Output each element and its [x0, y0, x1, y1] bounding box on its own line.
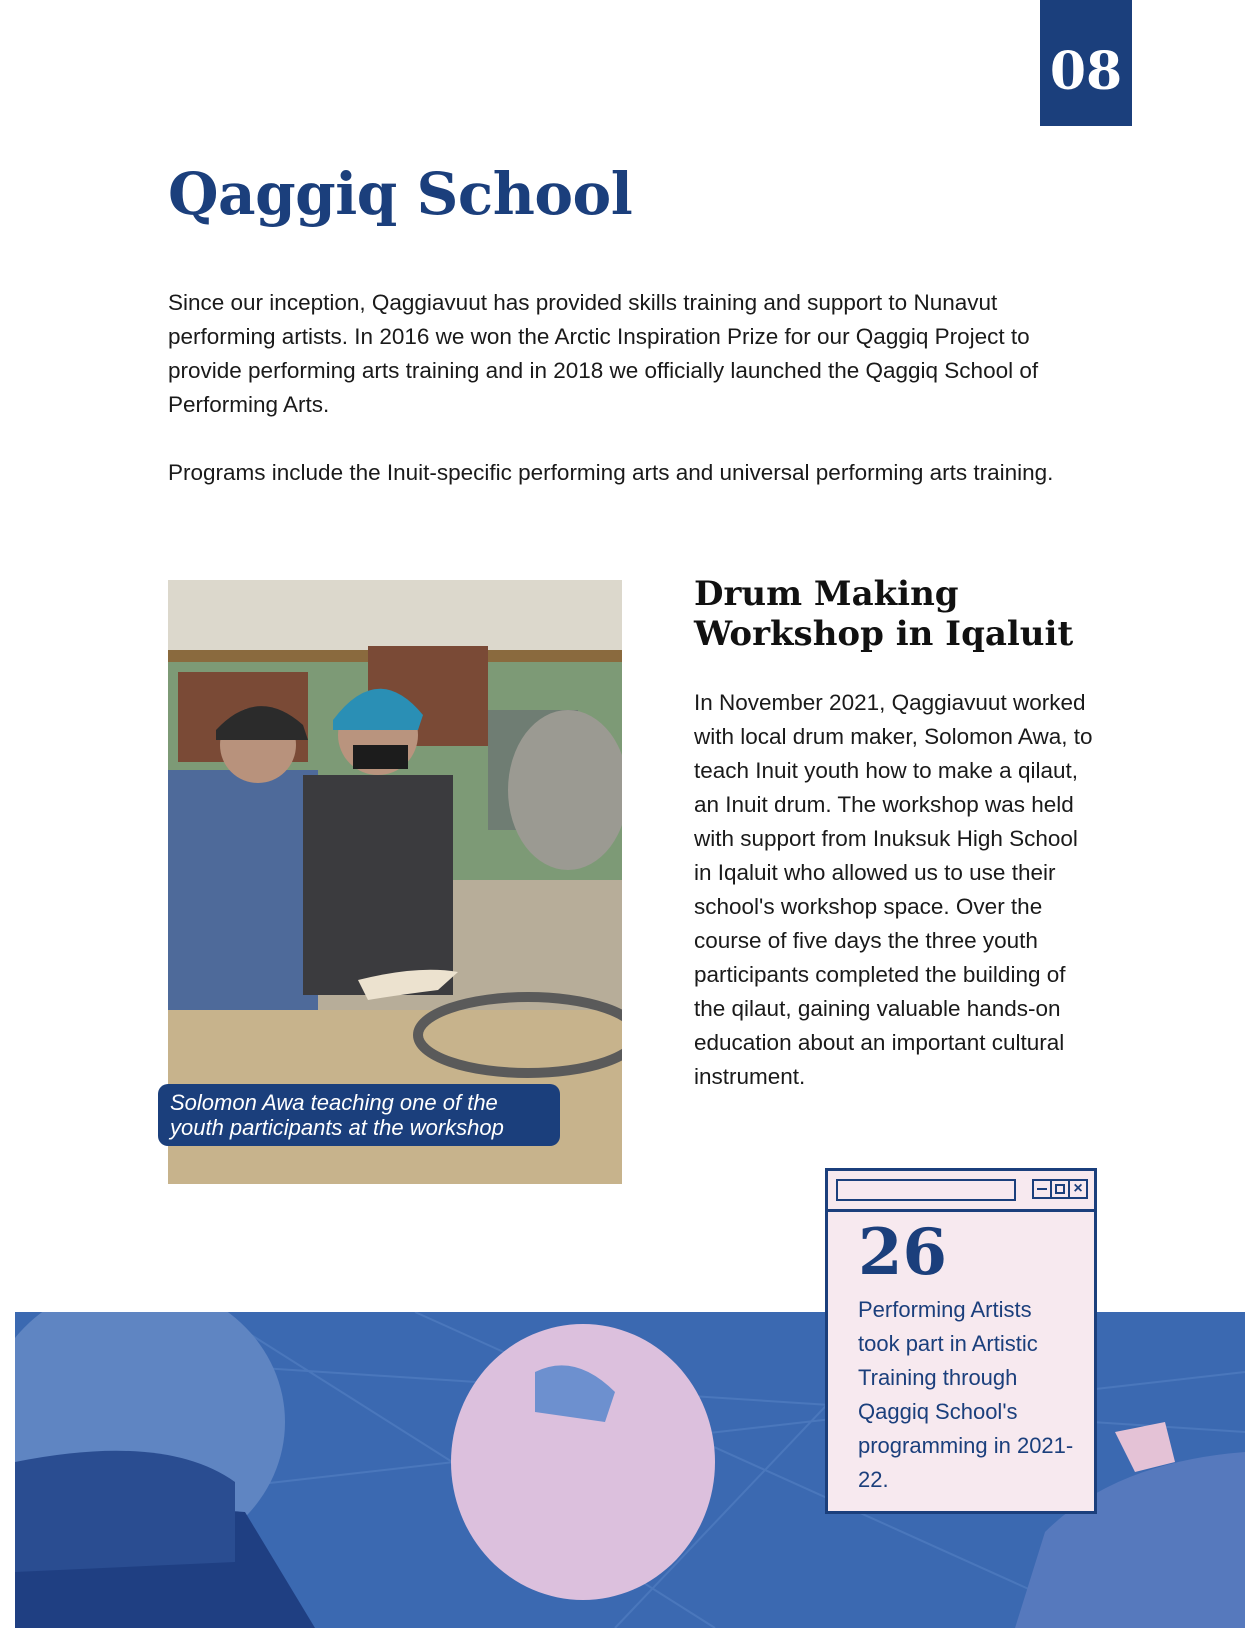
intro-text [168, 286, 1068, 524]
intro-paragraph-2: Programs include the Inuit-specific performing arts and universal performing arts training. [168, 460, 1054, 485]
page-number-tab [1040, 0, 1132, 126]
stat-description: Performing Artists took part in Artistic Training through Qaggiq School's programming in 2021-22. [858, 1297, 1074, 1492]
stat-window [825, 1168, 1097, 1514]
intro-paragraph-1: Since our inception, Qaggiavuut has provided skills training and support to Nunavut performing artists. In 2016 we won the Arctic Inspiration Prize for our Qaggiq Project to provide performing arts training and in 2018 we officially launched the Qaggiq School of Performing Arts. [168, 290, 1039, 417]
maximize-icon [1050, 1179, 1070, 1199]
workshop-heading: Drum Making Workshop in Iqaluit [694, 574, 1074, 654]
close-icon: × [1068, 1179, 1088, 1199]
page-title: Qaggiq School [168, 160, 633, 228]
photo-caption: Solomon Awa teaching one of the youth participants at the workshop [158, 1084, 560, 1146]
window-title-bar [828, 1171, 1094, 1212]
page-number: 08 [1049, 41, 1123, 102]
minimize-icon [1032, 1179, 1052, 1199]
window-controls [1034, 1179, 1088, 1199]
workshop-description: In November 2021, Qaggiavuut worked with local drum maker, Solomon Awa, to teach Inuit youth how to make a qilaut, an Inuit drum. The workshop was held with support from Inuksuk High School in Iqaluit who allowed us to use their school's workshop space. Over the course of five days the three youth participants completed the building of the qilaut, gaining valuable hands-on education about an important cultural instrument. [694, 690, 1093, 1089]
window-title-field [836, 1179, 1016, 1201]
stat-number: 26 [858, 1215, 948, 1290]
